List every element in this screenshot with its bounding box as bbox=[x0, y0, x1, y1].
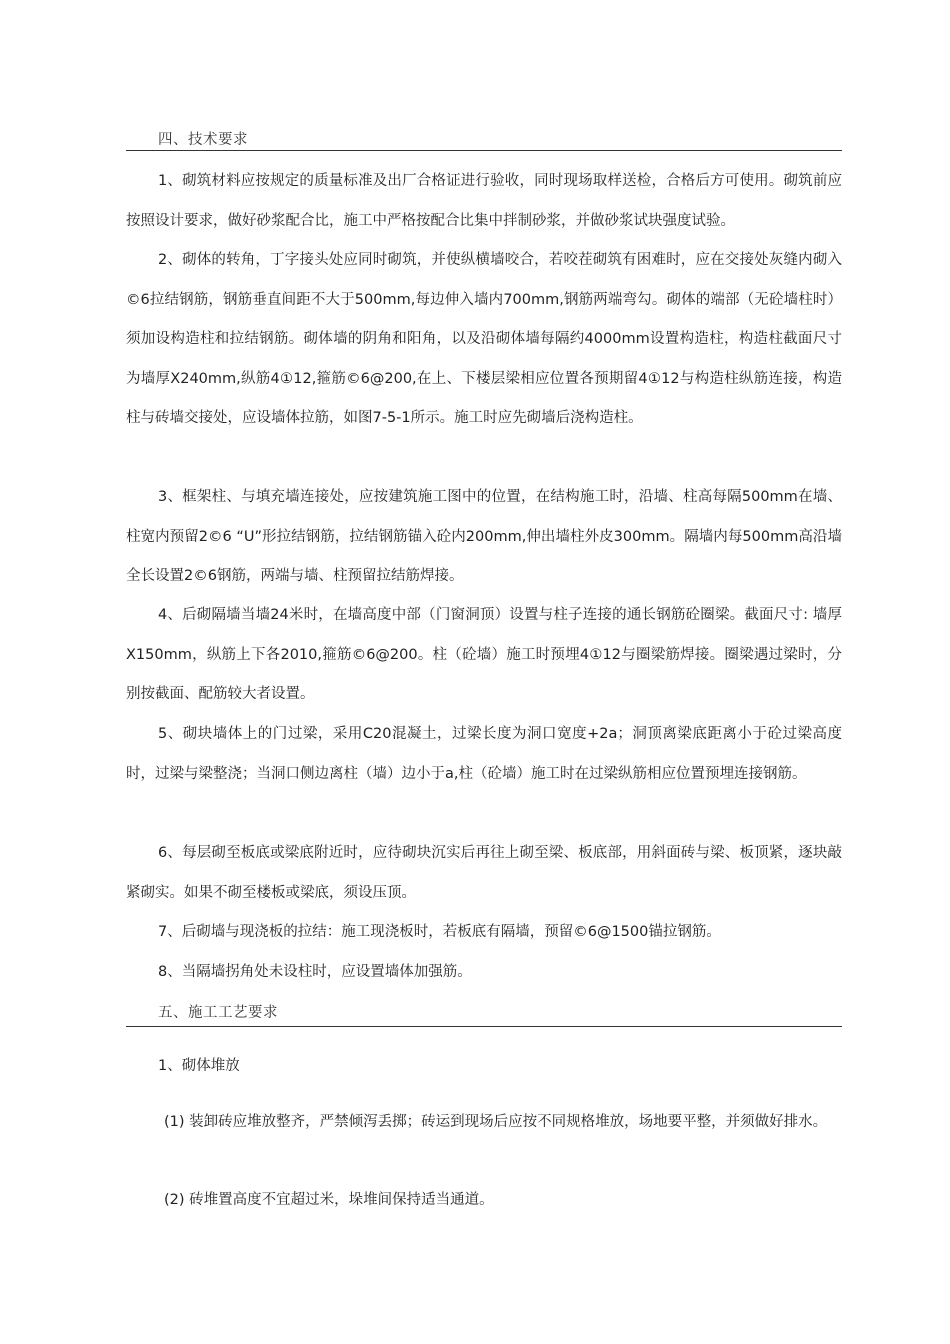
paragraph-sub-item-1: (1) 装卸砖应堆放整齐，严禁倾泻丢掷；砖运到现场后应按不同规格堆放，场地要平整，并须做好排水。 bbox=[164, 1114, 828, 1130]
section-heading-construction-process: 五、施工工艺要求 bbox=[158, 1005, 278, 1021]
paragraph-item-3: 3、框架柱、与填充墙连接处，应按建筑施工图中的位置，在结构施工时，沿墙、柱高每隔500mm在墙、柱宽内预留2©6 “U”形拉结钢筋，拉结钢筋锚入砼内200mm,伸出墙柱外皮300mm。隔墙内每500mm高沿墙全长设置2©6钢筋，两端与墙、柱预留拉结筋焊接。 bbox=[126, 489, 842, 584]
section-heading-technical-requirements: 四、技术要求 bbox=[158, 132, 248, 148]
heading-rule bbox=[126, 1026, 842, 1027]
heading-rule bbox=[126, 150, 842, 151]
paragraph-item-2: 2、砌体的转角，丁字接头处应同时砌筑，并使纵横墙咬合，若咬茬砌筑有困难时，应在交接处灰缝内砌入©6拉结钢筋，钢筋垂直间距不大于500mm,每边伸入墙内700mm,钢筋两端弯勾。砌体的端部（无砼墙柱时）须加设构造柱和拉结钢筋。砌体墙的阴角和阳角，以及沿砌体墙每隔约4000mm设置构造柱，构造柱截面尺寸为墙厚X240mm,纵筋4①12,箍筋©6@200,在上、下楼层梁相应位置各预期留4①12与构造柱纵筋连接，构造柱与砖墙交接处，应设墙体拉筋，如图7-5-1所示。施工时应先砌墙后浇构造柱。 bbox=[126, 252, 842, 426]
paragraph-item-1: 1、砌筑材料应按规定的质量标准及出厂合格证进行验收，同时现场取样送检，合格后方可使用。砌筑前应按照设计要求，做好砂浆配合比，施工中严格按配合比集中拌制砂浆，并做砂浆试块强度试验。 bbox=[126, 173, 842, 229]
paragraph-item-7: 7、后砌墙与现浇板的拉结：施工现浇板时，若板底有隔墙，预留©6@1500锚拉钢筋。 bbox=[158, 924, 721, 940]
subheading-masonry-stacking: 1、砌体堆放 bbox=[158, 1058, 240, 1074]
paragraph-item-4: 4、后砌隔墙当墙24米时，在墙高度中部（门窗洞顶）设置与柱子连接的通长钢筋砼圈梁。截面尺寸: 墙厚X150mm，纵筋上下各2010,箍筋©6@200。柱（砼墙）施工时预埋4①12与圈梁筋焊接。圈梁遇过梁时，分别按截面、配筋较大者设置。 bbox=[126, 607, 842, 702]
paragraph-item-5: 5、砌块墙体上的门过梁，采用C20混凝土，过梁长度为洞口宽度+2a；洞顶离梁底距离小于砼过梁高度时，过梁与梁整浇；当洞口侧边离柱（墙）边小于a,柱（砼墙）施工时在过梁纵筋相应位置预埋连接钢筋。 bbox=[126, 726, 842, 782]
paragraph-sub-item-2: (2) 砖堆置高度不宜超过米，垛堆间保持适当通道。 bbox=[164, 1192, 494, 1208]
paragraph-item-6: 6、每层砌至板底或梁底附近时，应待砌块沉实后再往上砌至梁、板底部，用斜面砖与梁、板顶紧，逐块敲紧砌实。如果不砌至楼板或梁底，须设压顶。 bbox=[126, 845, 842, 901]
paragraph-item-8: 8、当隔墙拐角处未设柱时，应设置墙体加强筋。 bbox=[158, 964, 472, 980]
